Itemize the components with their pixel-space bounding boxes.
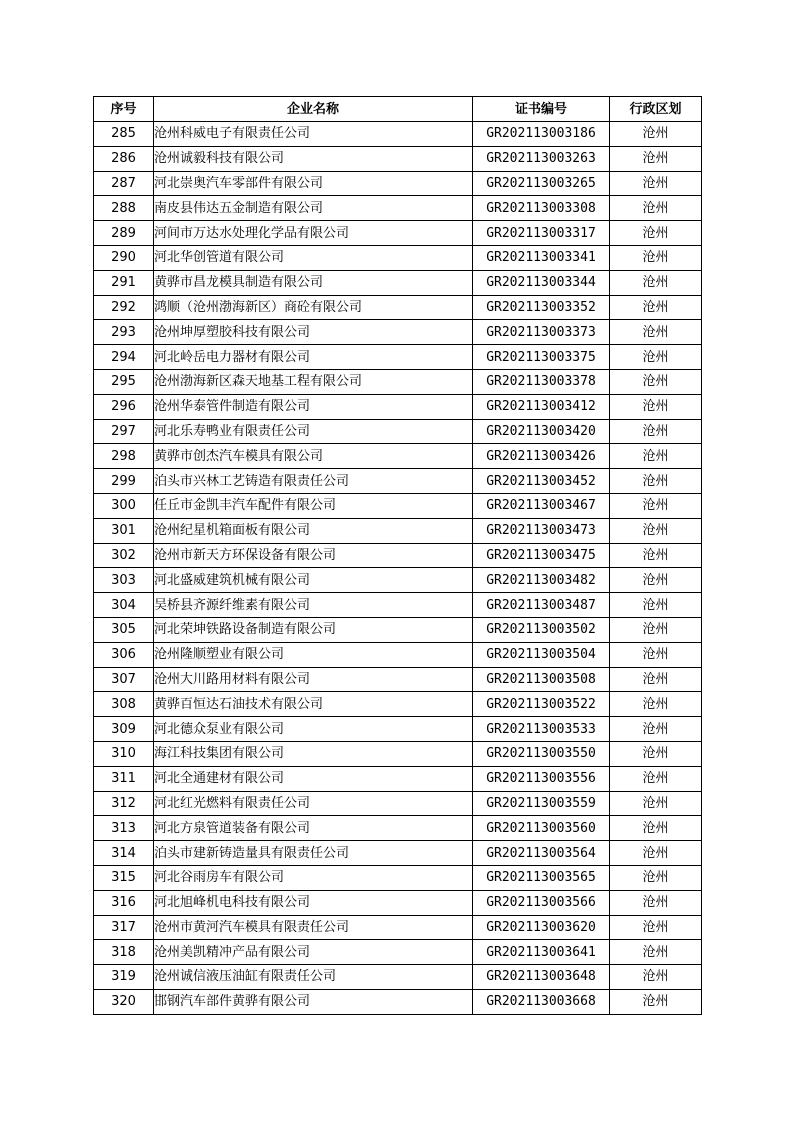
certificate-number-cell: GR202113003566 (473, 890, 610, 915)
table-row (94, 518, 702, 543)
company-name-cell: 河北德众泵业有限公司 (154, 717, 473, 742)
certificate-number-cell: GR202113003467 (473, 493, 610, 518)
company-name-cell: 任丘市金凯丰汽车配件有限公司 (154, 493, 473, 518)
region-cell: 沧州 (610, 766, 702, 791)
table-row (94, 345, 702, 370)
company-name-cell: 沧州华泰管件制造有限公司 (154, 394, 473, 419)
serial-cell: 314 (94, 841, 154, 866)
serial-cell: 316 (94, 890, 154, 915)
region-cell: 沧州 (610, 692, 702, 717)
table-row (94, 394, 702, 419)
table-row (94, 692, 702, 717)
region-cell: 沧州 (610, 741, 702, 766)
header-row (94, 97, 702, 122)
table-row (94, 617, 702, 642)
certificate-number-cell: GR202113003412 (473, 394, 610, 419)
serial-cell: 313 (94, 816, 154, 841)
table-row (94, 146, 702, 171)
region-cell: 沧州 (610, 717, 702, 742)
region-cell: 沧州 (610, 816, 702, 841)
company-name-cell: 沧州纪星机箱面板有限公司 (154, 518, 473, 543)
serial-cell: 304 (94, 593, 154, 618)
company-name-cell: 黄骅市昌龙模具制造有限公司 (154, 270, 473, 295)
table-row (94, 865, 702, 890)
table-row (94, 741, 702, 766)
company-name-cell: 河北华创管道有限公司 (154, 245, 473, 270)
serial-cell: 308 (94, 692, 154, 717)
company-name-cell: 河北盛威建筑机械有限公司 (154, 568, 473, 593)
certificate-number-cell: GR202113003317 (473, 221, 610, 246)
table-row (94, 965, 702, 990)
table-row (94, 890, 702, 915)
table-row (94, 493, 702, 518)
certificate-number-cell: GR202113003668 (473, 989, 610, 1014)
table-row (94, 940, 702, 965)
company-name-cell: 河北岭岳电力器材有限公司 (154, 345, 473, 370)
serial-cell: 317 (94, 915, 154, 940)
table-row (94, 221, 702, 246)
region-cell: 沧州 (610, 965, 702, 990)
company-name-cell: 南皮县伟达五金制造有限公司 (154, 196, 473, 221)
table-row (94, 841, 702, 866)
region-cell: 沧州 (610, 320, 702, 345)
table-row (94, 593, 702, 618)
region-cell: 沧州 (610, 940, 702, 965)
certificate-number-cell: GR202113003533 (473, 717, 610, 742)
table-row (94, 717, 702, 742)
certificate-number-cell: GR202113003641 (473, 940, 610, 965)
company-name-cell: 泊头市兴林工艺铸造有限责任公司 (154, 469, 473, 494)
certificate-number-cell: GR202113003263 (473, 146, 610, 171)
certificate-number-cell: GR202113003352 (473, 295, 610, 320)
certificate-number-cell: GR202113003565 (473, 865, 610, 890)
table-header (94, 97, 702, 122)
region-cell: 沧州 (610, 865, 702, 890)
table-row (94, 816, 702, 841)
company-certificate-table (93, 96, 702, 1015)
certificate-number-cell: GR202113003620 (473, 915, 610, 940)
table-row (94, 419, 702, 444)
table-body (94, 122, 702, 1015)
serial-cell: 312 (94, 791, 154, 816)
certificate-number-cell: GR202113003375 (473, 345, 610, 370)
region-cell: 沧州 (610, 518, 702, 543)
certificate-number-cell: GR202113003186 (473, 122, 610, 147)
region-cell: 沧州 (610, 841, 702, 866)
serial-cell: 291 (94, 270, 154, 295)
region-cell: 沧州 (610, 469, 702, 494)
certificate-number-cell: GR202113003426 (473, 444, 610, 469)
region-cell: 沧州 (610, 196, 702, 221)
certificate-number-cell: GR202113003378 (473, 369, 610, 394)
certificate-number-cell: GR202113003487 (473, 593, 610, 618)
company-name-cell: 沧州坤厚塑胶科技有限公司 (154, 320, 473, 345)
certificate-number-cell: GR202113003420 (473, 419, 610, 444)
serial-cell: 309 (94, 717, 154, 742)
serial-cell: 288 (94, 196, 154, 221)
certificate-number-cell: GR202113003373 (473, 320, 610, 345)
table-row (94, 270, 702, 295)
company-name-cell: 沧州大川路用材料有限公司 (154, 667, 473, 692)
company-name-cell: 沧州隆顺塑业有限公司 (154, 642, 473, 667)
table-row (94, 245, 702, 270)
region-cell: 沧州 (610, 270, 702, 295)
region-cell: 沧州 (610, 419, 702, 444)
certificate-number-cell: GR202113003482 (473, 568, 610, 593)
region-cell: 沧州 (610, 667, 702, 692)
serial-cell: 300 (94, 493, 154, 518)
certificate-number-cell: GR202113003522 (473, 692, 610, 717)
region-cell: 沧州 (610, 915, 702, 940)
certificate-number-cell: GR202113003473 (473, 518, 610, 543)
company-name-cell: 河北红光燃料有限责任公司 (154, 791, 473, 816)
company-name-cell: 河北崇奥汽车零部件有限公司 (154, 171, 473, 196)
region-cell: 沧州 (610, 568, 702, 593)
header-company-name: 企业名称 (154, 97, 473, 122)
company-name-cell: 沧州诚毅科技有限公司 (154, 146, 473, 171)
certificate-number-cell: GR202113003564 (473, 841, 610, 866)
table-row (94, 122, 702, 147)
region-cell: 沧州 (610, 642, 702, 667)
serial-cell: 310 (94, 741, 154, 766)
company-name-cell: 河北旭峰机电科技有限公司 (154, 890, 473, 915)
serial-cell: 289 (94, 221, 154, 246)
serial-cell: 318 (94, 940, 154, 965)
region-cell: 沧州 (610, 369, 702, 394)
serial-cell: 311 (94, 766, 154, 791)
certificate-number-cell: GR202113003341 (473, 245, 610, 270)
table-row (94, 642, 702, 667)
region-cell: 沧州 (610, 493, 702, 518)
serial-cell: 299 (94, 469, 154, 494)
company-name-cell: 吴桥县齐源纤维素有限公司 (154, 593, 473, 618)
serial-cell: 319 (94, 965, 154, 990)
table-row (94, 295, 702, 320)
certificate-number-cell: GR202113003559 (473, 791, 610, 816)
company-name-cell: 沧州诚信液压油缸有限责任公司 (154, 965, 473, 990)
company-name-cell: 河北方泉管道装备有限公司 (154, 816, 473, 841)
serial-cell: 303 (94, 568, 154, 593)
certificate-number-cell: GR202113003502 (473, 617, 610, 642)
region-cell: 沧州 (610, 394, 702, 419)
table-row (94, 171, 702, 196)
region-cell: 沧州 (610, 593, 702, 618)
certificate-number-cell: GR202113003508 (473, 667, 610, 692)
serial-cell: 307 (94, 667, 154, 692)
company-name-cell: 邯钢汽车部件黄骅有限公司 (154, 989, 473, 1014)
table-row (94, 469, 702, 494)
table-row (94, 915, 702, 940)
table-row (94, 196, 702, 221)
certificate-number-cell: GR202113003344 (473, 270, 610, 295)
serial-cell: 306 (94, 642, 154, 667)
region-cell: 沧州 (610, 791, 702, 816)
table-row (94, 369, 702, 394)
company-name-cell: 沧州美凯精冲产品有限公司 (154, 940, 473, 965)
serial-cell: 301 (94, 518, 154, 543)
company-name-cell: 河北谷雨房车有限公司 (154, 865, 473, 890)
header-region: 行政区划 (610, 97, 702, 122)
company-name-cell: 鸿顺（沧州渤海新区）商砼有限公司 (154, 295, 473, 320)
certificate-number-cell: GR202113003265 (473, 171, 610, 196)
certificate-number-cell: GR202113003560 (473, 816, 610, 841)
table-row (94, 766, 702, 791)
certificate-number-cell: GR202113003648 (473, 965, 610, 990)
table-row (94, 667, 702, 692)
company-name-cell: 河间市万达水处理化学品有限公司 (154, 221, 473, 246)
company-name-cell: 沧州渤海新区森天地基工程有限公司 (154, 369, 473, 394)
company-name-cell: 沧州科威电子有限责任公司 (154, 122, 473, 147)
certificate-number-cell: GR202113003308 (473, 196, 610, 221)
table-row (94, 989, 702, 1014)
company-name-cell: 沧州市黄河汽车模具有限责任公司 (154, 915, 473, 940)
serial-cell: 296 (94, 394, 154, 419)
region-cell: 沧州 (610, 295, 702, 320)
company-name-cell: 河北乐寿鸭业有限责任公司 (154, 419, 473, 444)
company-name-cell: 海江科技集团有限公司 (154, 741, 473, 766)
serial-cell: 285 (94, 122, 154, 147)
serial-cell: 293 (94, 320, 154, 345)
table-row (94, 543, 702, 568)
region-cell: 沧州 (610, 617, 702, 642)
certificate-number-cell: GR202113003556 (473, 766, 610, 791)
serial-cell: 286 (94, 146, 154, 171)
certificate-number-cell: GR202113003475 (473, 543, 610, 568)
serial-cell: 297 (94, 419, 154, 444)
serial-cell: 315 (94, 865, 154, 890)
region-cell: 沧州 (610, 345, 702, 370)
certificate-number-cell: GR202113003452 (473, 469, 610, 494)
region-cell: 沧州 (610, 221, 702, 246)
serial-cell: 295 (94, 369, 154, 394)
region-cell: 沧州 (610, 122, 702, 147)
company-name-cell: 泊头市建新铸造量具有限责任公司 (154, 841, 473, 866)
table-row (94, 568, 702, 593)
region-cell: 沧州 (610, 989, 702, 1014)
company-name-cell: 沧州市新天方环保设备有限公司 (154, 543, 473, 568)
header-serial: 序号 (94, 97, 154, 122)
serial-cell: 292 (94, 295, 154, 320)
table-row (94, 444, 702, 469)
company-name-cell: 河北荣坤铁路设备制造有限公司 (154, 617, 473, 642)
serial-cell: 290 (94, 245, 154, 270)
serial-cell: 298 (94, 444, 154, 469)
company-name-cell: 黄骅市创杰汽车模具有限公司 (154, 444, 473, 469)
table-row (94, 791, 702, 816)
serial-cell: 302 (94, 543, 154, 568)
serial-cell: 287 (94, 171, 154, 196)
region-cell: 沧州 (610, 146, 702, 171)
serial-cell: 305 (94, 617, 154, 642)
company-name-cell: 黄骅百恒达石油技术有限公司 (154, 692, 473, 717)
company-name-cell: 河北全通建材有限公司 (154, 766, 473, 791)
header-certificate-number: 证书编号 (473, 97, 610, 122)
region-cell: 沧州 (610, 444, 702, 469)
certificate-number-cell: GR202113003550 (473, 741, 610, 766)
region-cell: 沧州 (610, 245, 702, 270)
serial-cell: 294 (94, 345, 154, 370)
serial-cell: 320 (94, 989, 154, 1014)
table-row (94, 320, 702, 345)
region-cell: 沧州 (610, 543, 702, 568)
certificate-number-cell: GR202113003504 (473, 642, 610, 667)
region-cell: 沧州 (610, 171, 702, 196)
region-cell: 沧州 (610, 890, 702, 915)
